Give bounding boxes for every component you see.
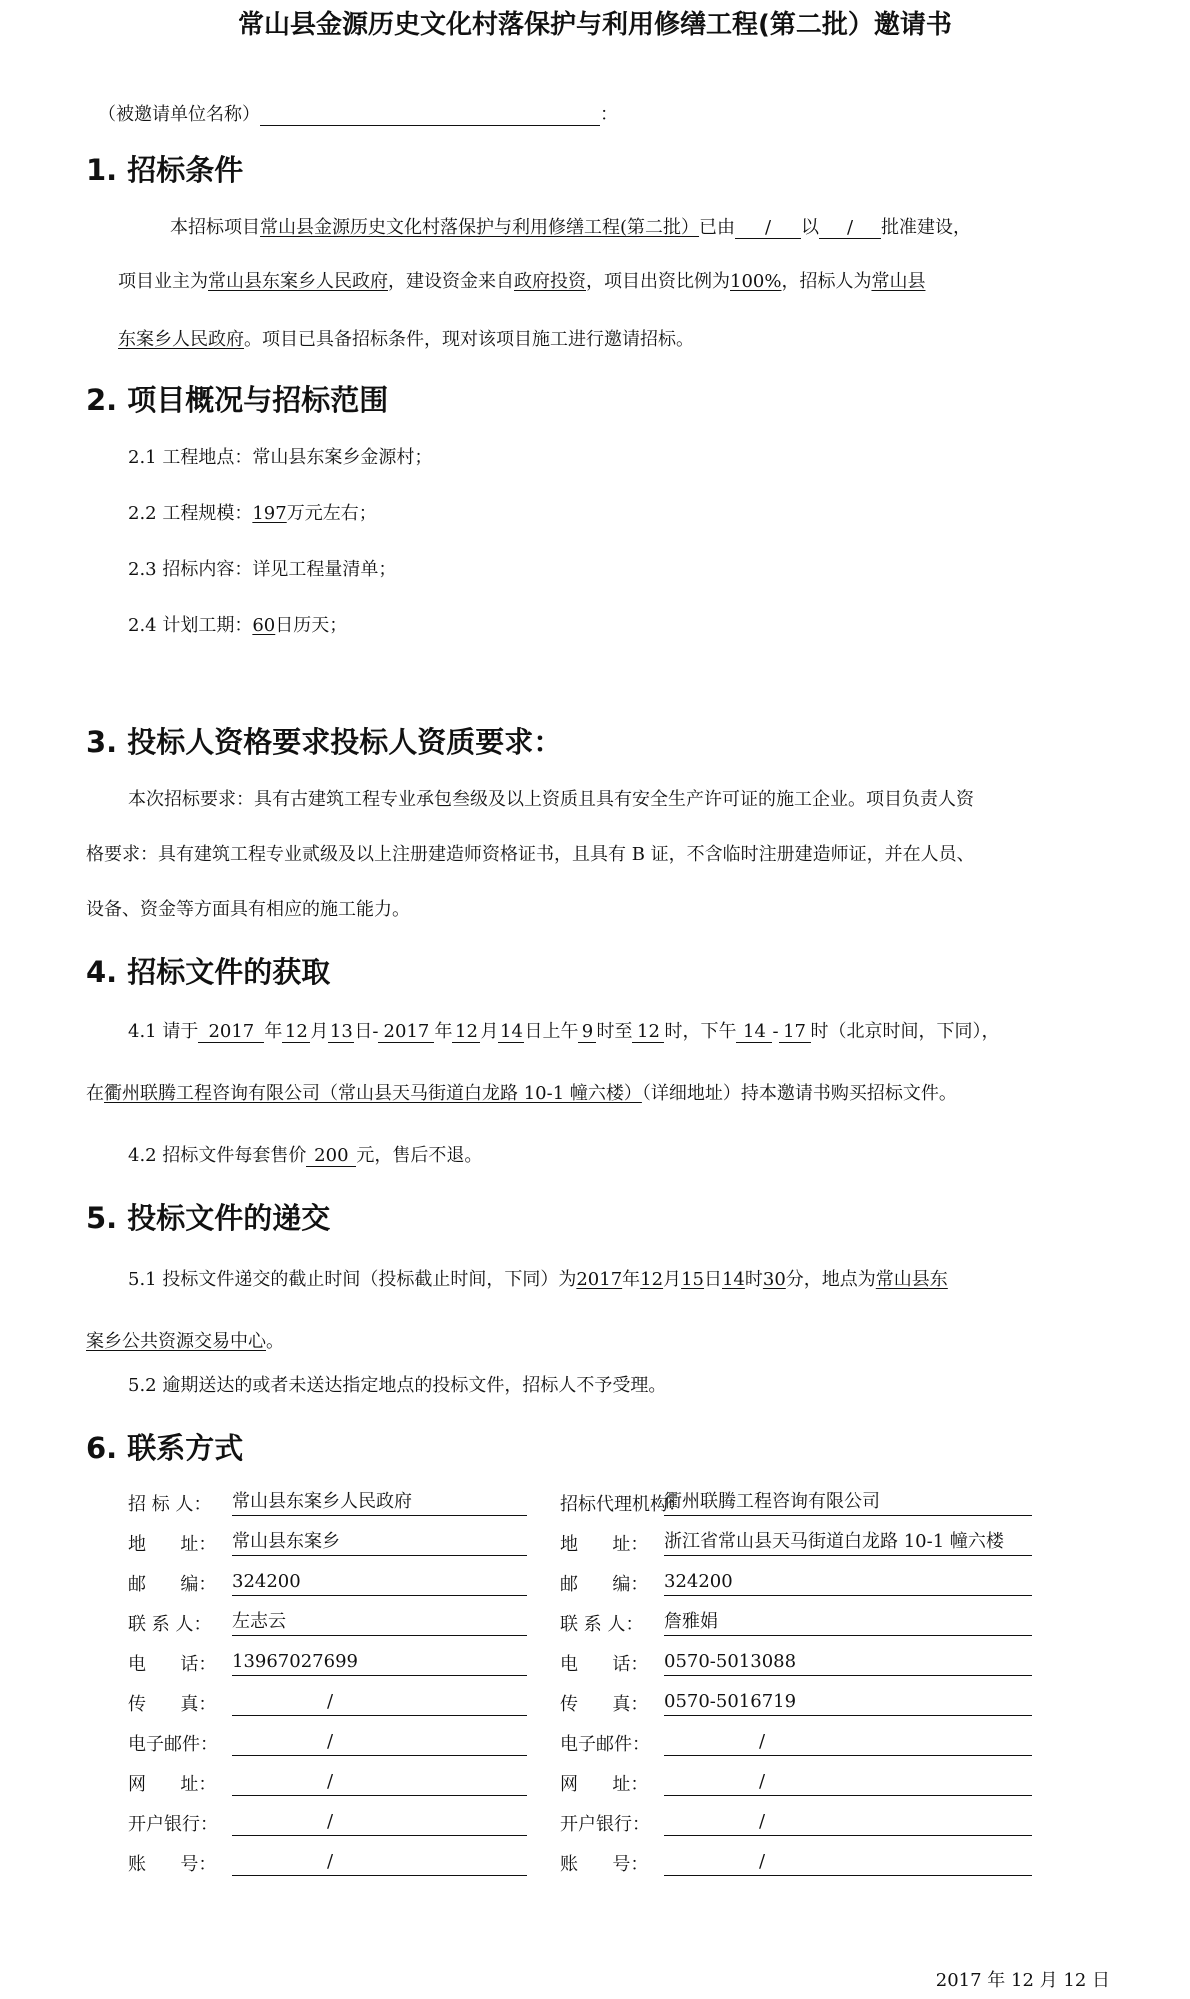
s1-line3 [118,328,694,352]
contact-label: 邮 编： [128,1574,217,1595]
text: 时（北京时间，下同）， [810,1021,1000,1042]
invitee-blank [260,105,600,126]
document-title: 常山县金源历史文化村落保护与利用修缮工程(第二批）邀请书 [238,10,952,40]
contact-row-left [128,1850,527,1880]
approval-by: / [735,218,801,239]
text: 。项目已具备招标条件，现对该项目施工进行邀请招标。 [244,329,694,350]
text: 本招标项目 [170,217,260,238]
s1-line1 [170,216,971,240]
contact-row-left [128,1570,527,1600]
contact-value: / [232,1770,527,1796]
s3-line3: 设备、资金等方面具有相应的施工能力。 [86,899,410,920]
contact-value: / [664,1730,1032,1756]
text: 年 [622,1269,641,1290]
text: ，招标人为 [781,271,872,292]
text: 项目业主为 [118,271,208,292]
s2-item1: 2.1 工程地点：常山县东案乡金源村； [128,447,433,468]
contact-label: 联 系 人： [560,1614,644,1635]
start-day: 13 [329,1021,353,1042]
s4-item2 [128,1144,482,1168]
text: 日上午 [524,1021,579,1042]
text: 在 [86,1083,104,1104]
contact-row-left [128,1770,527,1800]
purchase-place: 衢州联腾工程咨询有限公司（常山县天马街道白龙路 10-1 幢六楼） [104,1083,642,1104]
section1-heading: 1. 招标条件 [86,153,244,187]
contact-label: 开户银行： [128,1814,218,1835]
deadline-day: 15 [681,1269,704,1290]
s3-line2: 格要求：具有建筑工程专业贰级及以上注册建造师资格证书，且具有 B 证，不含临时注册建造师证，并在人员、 [86,844,975,865]
contact-value: / [664,1770,1032,1796]
text: - [372,1021,379,1042]
start-year: 2017 [198,1022,264,1043]
contact-row-right [560,1570,1032,1600]
text: 5.1 投标文件递交的截止时间（投标截止时间，下同）为 [128,1269,577,1290]
contact-label: 电 话： [560,1654,649,1675]
text: 4.2 招标文件每套售价 [128,1145,307,1166]
invitee-prefix: （被邀请单位名称） [98,104,260,125]
contact-label: 电子邮件： [128,1734,218,1755]
s2-item3: 2.3 招标内容：详见工程量清单； [128,559,397,580]
project-scale: 197 [252,503,287,524]
contact-row-right [560,1610,1032,1640]
start-month: 12 [282,1022,310,1043]
s1-line2 [118,270,925,294]
text: 万元左右； [286,503,377,524]
text: 月 [480,1021,499,1042]
text: 年 [264,1021,283,1042]
text: ，项目出资比例为 [586,271,730,292]
text: 日历天； [275,615,348,636]
text: 日 [703,1269,722,1290]
contact-label: 网 址： [128,1774,217,1795]
contact-label: 地 址： [128,1534,217,1555]
contact-row-left [128,1810,527,1840]
document-price: 200 [306,1146,356,1167]
contact-row-right [560,1730,1032,1760]
text: 。 [266,1331,284,1352]
project-duration: 60 [252,615,276,636]
end-year: 2017 [378,1022,434,1043]
contact-row-left [128,1730,527,1760]
s5-item1 [128,1268,948,1292]
contact-label: 联 系 人： [128,1614,212,1635]
text: 时，下午 [664,1021,737,1042]
s2-item2 [128,502,377,526]
deadline-minute: 30 [762,1269,786,1290]
contact-row-left [128,1610,527,1640]
submit-place-cont: 案乡公共资源交易中心 [86,1331,266,1352]
contact-label: 电 话： [128,1654,217,1675]
contact-label: 招标代理机构： [560,1494,686,1515]
contact-row-right [560,1690,1032,1720]
tenderer-cont: 东案乡人民政府 [118,329,244,350]
s5-item1-line2 [86,1330,284,1354]
text: 时 [744,1269,763,1290]
project-owner: 常山县东案乡人民政府 [208,271,388,292]
contact-row-right [560,1650,1032,1680]
contact-row-right [560,1530,1032,1560]
contact-label: 招 标 人： [128,1494,212,1515]
contact-row-right [560,1770,1032,1800]
section2-heading: 2. 项目概况与招标范围 [86,383,389,417]
contact-row-right [560,1810,1032,1840]
section5-heading: 5. 投标文件的递交 [86,1201,331,1235]
text: 元，售后不退。 [356,1145,483,1166]
section6-heading: 6. 联系方式 [86,1431,244,1465]
contact-value: 0570-5016719 [664,1690,1032,1716]
contact-value: 常山县东案乡 [232,1530,527,1556]
text: 年 [434,1021,453,1042]
contact-label: 网 址： [560,1774,649,1795]
am-end: 12 [632,1022,664,1043]
contact-label: 邮 编： [560,1574,649,1595]
text: 2.2 工程规模： [128,503,253,524]
contact-row-left [128,1690,527,1720]
contact-label: 电子邮件： [560,1734,650,1755]
contact-value: / [664,1810,1032,1836]
invitee-line [98,100,618,126]
contact-value: / [664,1850,1032,1876]
contact-label: 传 真： [128,1694,217,1715]
contact-row-right [560,1850,1032,1880]
contact-label: 账 号： [560,1854,649,1875]
contact-row-left [128,1490,527,1520]
deadline-year: 2017 [576,1269,623,1290]
am-start: 9 [578,1022,596,1043]
contact-label: 地 址： [560,1534,649,1555]
contact-value: 詹雅娟 [664,1610,1032,1636]
contact-value: 浙江省常山县天马街道白龙路 10-1 幢六楼 [664,1530,1032,1556]
project-name: 常山县金源历史文化村落保护与利用修缮工程(第二批） [260,217,700,238]
section3-heading: 3. 投标人资格要求投标人资质要求： [86,725,563,759]
text: 4.1 请于 [128,1021,199,1042]
text: 日 [354,1021,373,1042]
pm-start: 14 [736,1022,772,1043]
text: 时至 [596,1021,633,1042]
text: 以 [801,217,820,238]
pm-end: 17 [779,1022,811,1043]
text: 已由 [699,217,736,238]
text: 批准建设， [881,217,972,238]
text: （详细地址）持本邀请书购买招标文件。 [641,1083,957,1104]
approval-doc: / [819,218,881,239]
contact-row-left [128,1650,527,1680]
contact-value: / [232,1730,527,1756]
s2-item4 [128,614,347,638]
deadline-hour: 14 [721,1269,745,1290]
invitee-suffix: ： [600,104,618,125]
text: 2.4 计划工期： [128,615,253,636]
contact-value: / [232,1850,527,1876]
contact-label: 传 真： [560,1694,649,1715]
end-day: 14 [500,1021,523,1042]
s5-item2: 5.2 逾期送达的或者未送达指定地点的投标文件，招标人不予受理。 [128,1375,667,1396]
text: 月 [663,1269,682,1290]
text: 月 [310,1021,329,1042]
contact-label: 开户银行： [560,1814,650,1835]
contact-value: 324200 [232,1570,527,1596]
submit-place: 常山县东 [875,1269,948,1290]
text: 分，地点为 [785,1269,876,1290]
contact-row-right [560,1490,1032,1520]
contact-value: / [232,1810,527,1836]
section4-heading: 4. 招标文件的获取 [86,955,331,989]
tenderer: 常山县 [871,271,926,292]
contact-value: 常山县东案乡人民政府 [232,1490,527,1516]
contact-value: 左志云 [232,1610,527,1636]
s3-line1: 本次招标要求：具有古建筑工程专业承包叁级及以上资质且具有安全生产许可证的施工企业。项目负责人资 [128,789,974,810]
contact-row-left [128,1530,527,1560]
document-date: 2017 年 12 月 12 日 [935,1970,1110,1991]
fund-source: 政府投资 [514,271,586,292]
text: ，建设资金来自 [388,271,514,292]
contact-label: 账 号： [128,1854,217,1875]
s4-item1 [128,1020,1000,1044]
contact-value: 衢州联腾工程咨询有限公司 [664,1490,1032,1516]
fund-ratio: 100% [730,271,782,292]
contact-value: 0570-5013088 [664,1650,1032,1676]
deadline-month: 12 [640,1269,664,1290]
s4-item1-line2 [86,1082,957,1106]
contact-value: 13967027699 [232,1650,527,1676]
text: - [772,1021,779,1042]
contact-value: 324200 [664,1570,1032,1596]
contact-value: / [232,1690,527,1716]
end-month: 12 [452,1022,480,1043]
